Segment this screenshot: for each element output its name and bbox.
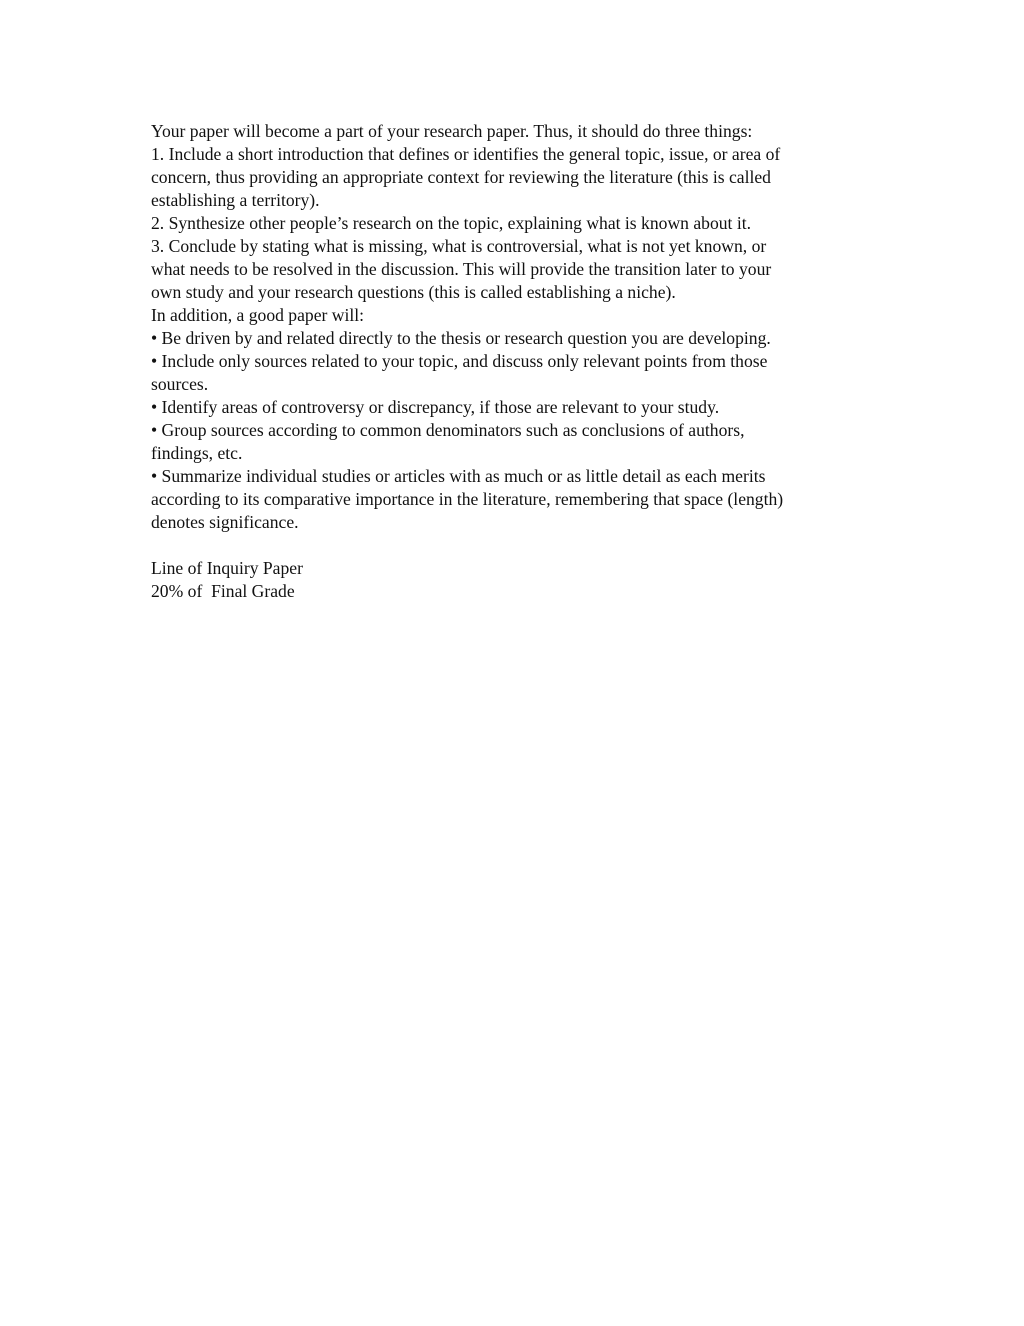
numbered-item-3 <box>151 235 891 304</box>
bullet-line: according to its comparative importance in the literature, remembering that space (length) <box>151 489 784 509</box>
numbered-item-line: what needs to be resolved in the discussion. This will provide the transition later to your <box>151 259 772 279</box>
bullet-line: • Summarize individual studies or articles with as much or as little detail as each merits <box>151 466 766 486</box>
bullet-line: denotes significance. <box>151 512 299 532</box>
numbered-item-line: 1. Include a short introduction that defines or identifies the general topic, issue, or area of <box>151 144 781 164</box>
numbered-item-line: 3. Conclude by stating what is missing, what is controversial, what is not yet known, or <box>151 236 767 256</box>
bullet-item-4 <box>151 419 891 465</box>
bullet-line: findings, etc. <box>151 443 243 463</box>
document-body <box>151 120 891 603</box>
bullet-item-5 <box>151 465 891 534</box>
bullet-line: sources. <box>151 374 209 394</box>
bullet-item-1 <box>151 327 891 350</box>
bullet-line: • Include only sources related to your topic, and discuss only relevant points from those <box>151 351 768 371</box>
numbered-item-line: 2. Synthesize other people’s research on the topic, explaining what is known about it. <box>151 213 751 233</box>
footer-title: Line of Inquiry Paper <box>151 558 303 578</box>
paragraph-gap <box>151 534 891 557</box>
numbered-item-1 <box>151 143 891 212</box>
bullet-line: • Group sources according to common denominators such as conclusions of authors, <box>151 420 745 440</box>
numbered-item-line: own study and your research questions (this is called establishing a niche). <box>151 282 676 302</box>
intro-line: Your paper will become a part of your research paper. Thus, it should do three things: <box>151 121 753 141</box>
bullet-line: • Be driven by and related directly to the thesis or research question you are developing. <box>151 328 771 348</box>
numbered-item-line: concern, thus providing an appropriate context for reviewing the literature (this is called <box>151 167 771 187</box>
footer-grade: 20% of Final Grade <box>151 581 295 601</box>
bullet-line: • Identify areas of controversy or discrepancy, if those are relevant to your study. <box>151 397 720 417</box>
bullet-item-3 <box>151 396 891 419</box>
bullet-item-2 <box>151 350 891 396</box>
numbered-item-line: establishing a territory). <box>151 190 320 210</box>
addition-heading: In addition, a good paper will: <box>151 305 365 325</box>
numbered-item-2 <box>151 212 891 235</box>
